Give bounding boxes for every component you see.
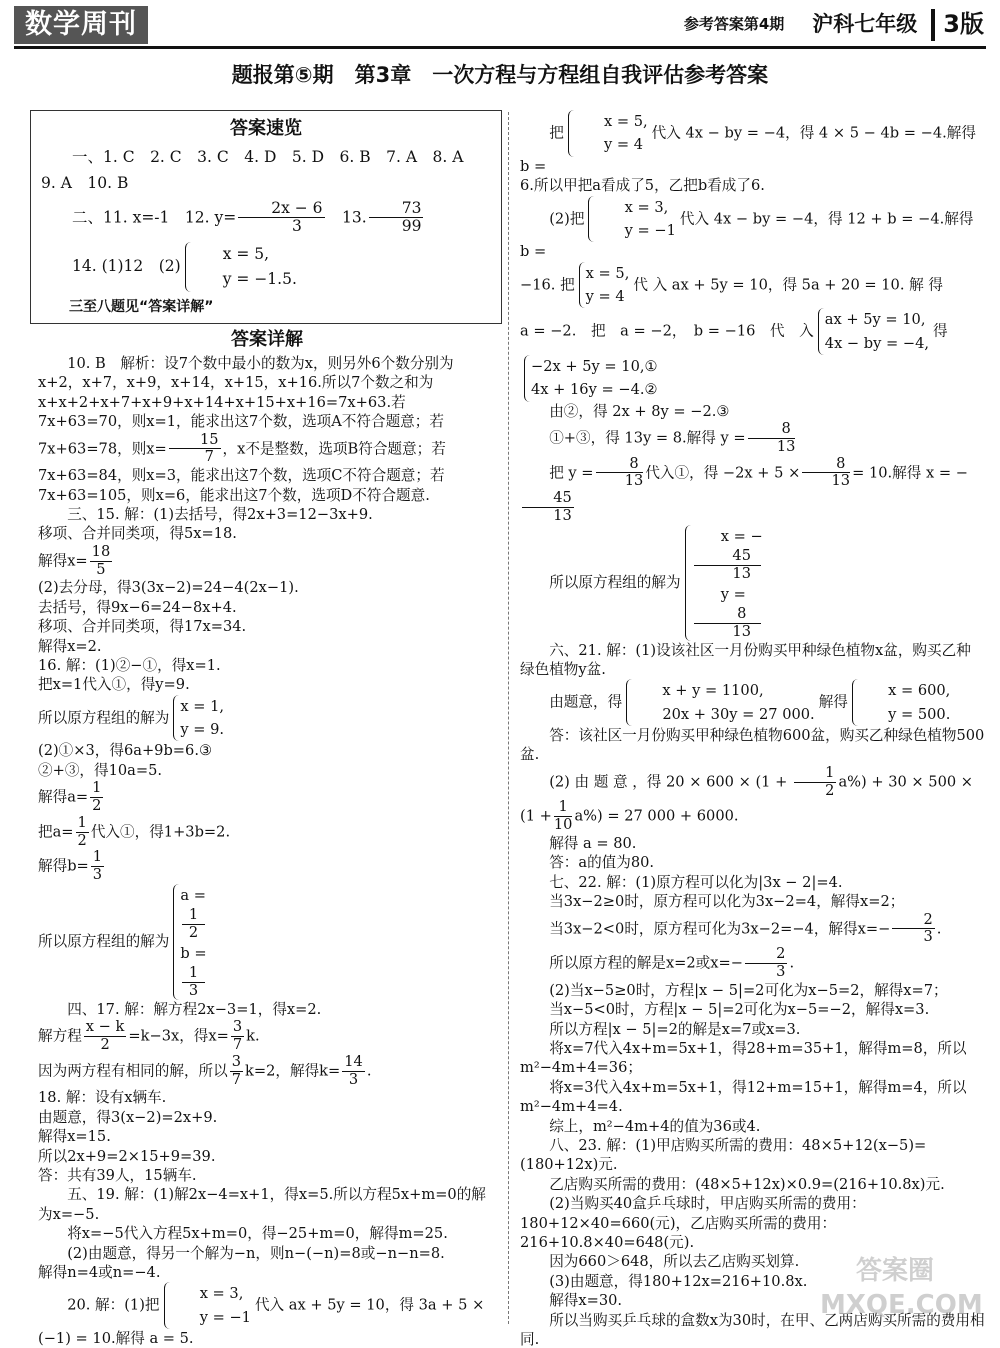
quick-line1: 一、1. C 2. C 3. C 4. D 5. D 6. B 7. A 8. A (72, 147, 464, 166)
header-rule (14, 46, 986, 49)
q16-line: 把x=1代入①，得y=9. (38, 676, 190, 694)
q15-line: 三、15. 解：(1)去括号，得2x+3=12−3x+9. (67, 505, 373, 523)
q22-line: 七、22. 解：(1)原方程可以化为|3x − 2|=4. (549, 873, 843, 891)
q16-line: 把a= $\frac{1}{2}$ 代入①，得1+3b=2. (38, 813, 231, 849)
q23-line: 解得x=30. (549, 1292, 623, 1310)
publication-logo: 数学周刊 (14, 6, 148, 44)
q19-line: (2)由题意，得另一个解为−n，则n−(−n)=8或−n−n=8. (67, 1244, 445, 1262)
detail-heading: 答案详解 (231, 329, 303, 350)
q23-line: 乙店购买所需的费用：(48×5+12x)×0.9=(216+10.8x)元. (549, 1175, 945, 1193)
q20-cont: 把 x = 5, y = 4 代入 4x − by = −4，得 4 × 5 − 4b = −4.解得 b = (520, 110, 985, 176)
q20-cont: 把 y = $\frac{8}{13}$ 代入①，得 −2x + 5 × $\frac{8}{13}$ = 10.解得 x = − $\frac{45}{13}$ (520, 456, 985, 525)
watermark-logo: 答案圈 MXQE.COM (820, 1256, 983, 1320)
q17-line: 四、17. 解：解方程2x−3=1，得x=2. (67, 1000, 322, 1018)
q23-line: 八、23. 解：(1)甲店购买所需的费用：48×5+12(x−5)=(180+12x)元. (520, 1137, 927, 1174)
q20-cont: ①+③，得 13y = 8.解得 y = $\frac{8}{13}$ (549, 420, 796, 455)
q22-line: 所以原方程的解是x=2或x=− $\frac{2}{3}$ . (549, 945, 795, 980)
q23-line: 所以当购买乒乓球的盒数x为30时，在甲、乙两店购买所需的费用相同. (520, 1311, 985, 1348)
q15-line: 去括号，得9x−6=24−8x+4. (38, 598, 237, 616)
q16-line: 解得b= $\frac{1}{3}$ (38, 848, 103, 884)
q20-cont: −16. 把 x = 5, y = 4 代 入 ax + 5y = 10，得 5a + 20 = 10. 解 得 (520, 262, 985, 309)
q22-line: 综上，m²−4m+4的值为36或4. (549, 1117, 761, 1135)
q15-line: (2)去分母，得3(3x−2)=24−4(2x−1). (38, 579, 299, 597)
q21-line: 由题意，得 x + y = 1100, 20x + 30y = 27 000. 解得 x = 600, y = 500. (520, 679, 985, 726)
q20-cont: a = −2. 把 a = −2， b = −16 代 入 ax + 5y = 10, 4x − by = −4, 得 (520, 308, 985, 355)
q20-cont: 由②，得 2x + 8y = −2.③ (549, 402, 730, 420)
q23-line: (2)当购买40盒乒乓球时，甲店购买所需的费用：180+12×40=660(元)，乙店购买所需的费用：216+10.8×40=648(元). (520, 1195, 866, 1252)
q19-line: 将x=−5代入方程5x+m=0，得−25+m=0，解得m=25. (67, 1225, 448, 1243)
page-header (684, 6, 984, 44)
q21-line: 答：该社区一月份购买甲种绿色植物600盆，购买乙种绿色植物500盆. (520, 727, 985, 764)
q22-line: 当x−5<0时，方程|x − 5|=2可化为x−5=−2，解得x=3. (549, 1001, 930, 1019)
q23-line: 因为660＞648，所以去乙店购买划算. (549, 1253, 800, 1271)
quick-heading: 答案速览 (230, 118, 302, 139)
q19-line: 解得n=4或n=−4. (38, 1263, 161, 1281)
q15-line: 解得x= $\frac{18}{5}$ (38, 542, 111, 578)
q20-cont: −2x + 5y = 10,① 4x + 16y = −4.② (520, 355, 985, 402)
q22-line: 所以方程|x − 5|=2的解是x=7或x=3. (549, 1020, 801, 1038)
q22-line: (2)当x−5≥0时，方程|x − 5|=2可化为x−5=2，解得x=7； (549, 981, 948, 999)
q15-line: 解得x=2. (38, 637, 102, 655)
quick-answer-box (30, 110, 502, 324)
q21-line: (2) 由 题 意 ，得 20 × 600 × (1 + $\frac{1}{2}$ a%) + 30 × 500 × (549, 763, 974, 799)
quick-line2: 9. A 10. B (41, 174, 129, 193)
left-column (38, 328, 496, 1348)
q20-cont: 所以原方程组的解为 x = − 45 13 y = 8 13 (520, 525, 985, 641)
q18-line: 18. 解：设有x辆车. (38, 1089, 167, 1107)
issue-label: 参考答案第4期 (683, 15, 785, 34)
q20-line: (−1) = 10.解得 a = 5. (38, 1330, 194, 1348)
q18-line: 解得x=15. (38, 1128, 111, 1146)
quick-line3: 二、11. x=-1 12. y= $\frac{2x - 6}{3}$ 13. $\frac{73}{99}$ (72, 198, 422, 236)
q16-line: 所以原方程组的解为 x = 1, y = 9. (38, 695, 496, 742)
column-divider (508, 112, 509, 1324)
quick-line5: 三至八题见“答案详解” (69, 298, 214, 315)
q16-line: (2)①×3，得6a+9b=6.③ (38, 742, 213, 760)
q20-cont: 6.所以甲把a看成了5，乙把b看成了6. (520, 177, 765, 195)
q18-line: 答：共有39人，15辆车. (38, 1166, 197, 1184)
q20-cont: (2)把 x = 3, y = −1 代入 4x − by = −4，得 12 + b = −4.解得 b = (520, 196, 985, 262)
q23-line: (3)由题意，得180+12x=216+10.8x. (549, 1272, 808, 1290)
q22-line: 将x=3代入4x+m=5x+1，得12+m=15+1，解得m=4，所以m²−4m+4=4. (520, 1078, 967, 1116)
q21-line: 解得 a = 80. (549, 835, 637, 852)
q22-line: 将x=7代入4x+m=5x+1，得28+m=35+1，解得m=8，所以m²−4m+4=36； (520, 1039, 967, 1077)
q22-line: 当3x−2<0时，原方程可化为3x−2=−4，解得x=− $\frac{2}{3}$ . (549, 910, 942, 946)
right-column (520, 110, 985, 1348)
q20-line: 20. 解：(1)把 x = 3, y = −1 代入 ax + 5y = 10，得 3a + 5 × (38, 1282, 496, 1329)
version-label: 3版 (931, 9, 984, 41)
q16-line: 解得a= $\frac{1}{2}$ (38, 779, 102, 815)
q16-line: 所以原方程组的解为 a = 1 2 b = 1 3 (38, 884, 496, 1000)
q17-line: 因为两方程有相同的解，所以 $\frac{3}{7}$ k=2，解得k= $\frac{14}{3}$ . (38, 1052, 372, 1088)
q21-line: 六、21. 解：(1)设该社区一月份购买甲种绿色植物x盆，购买乙种绿色植物y盆. (520, 641, 971, 678)
q15-line: 移项、合并同类项，得17x=34. (38, 618, 247, 636)
q18-line: 由题意，得3(x−2)=2x+9. (38, 1108, 218, 1126)
q21-line: (1 + $\frac{1}{10}$ a%) = 27 000 + 6000. (520, 798, 739, 834)
q16-line: 16. 解：(1)②−①，得x=1. (38, 656, 221, 674)
q19-line: 五、19. 解：(1)解2x−4=x+1，得x=5.所以方程5x+m=0的解为x=−5. (38, 1186, 486, 1223)
grade-label: 沪科七年级 (812, 12, 918, 37)
q16-line: ②+③，得10a=5. (38, 761, 163, 779)
q17-line: 解方程 $\frac{x - k}{2}$ =k−3x，得x= $\frac{3}{7}$ k. (38, 1018, 260, 1053)
q22-line: 当3x−2≥0时，原方程可以化为3x−2=4，解得x=2； (549, 893, 905, 911)
quick-line4: 14. (1)12 (2) x = 5, y = −1.5. (41, 242, 491, 292)
q18-line: 所以2x+9=2×15+9=39. (38, 1147, 216, 1165)
q10-text: 10. B 解析：设7个数中最小的数为x，则另外6个数分别为x+2，x+7，x+9，x+14，x+15，x+16.所以7个数之和为x+x+2+x+7+x+9+x+14+x+15+x+16=7x+63.若7x+63=70，则x=1，能求出这7个数，选项A不符合题意；若7x+63=78，则x= $\frac{15}{7}$ ，x不是整数，选项B符合题意；若7x+63=84，则x=3，能求出这7个数，选项C不符合题意；若7x+63=105，则x=6，能求出这7个数，选项D不符合题意. (38, 354, 454, 504)
q15-line: 移项、合并同类项，得5x=18. (38, 525, 237, 543)
page-title: 题报第⑤期 第3章 一次方程与方程组自我评估参考答案 (231, 63, 769, 87)
q21-line: 答：a的值为80. (549, 854, 655, 872)
